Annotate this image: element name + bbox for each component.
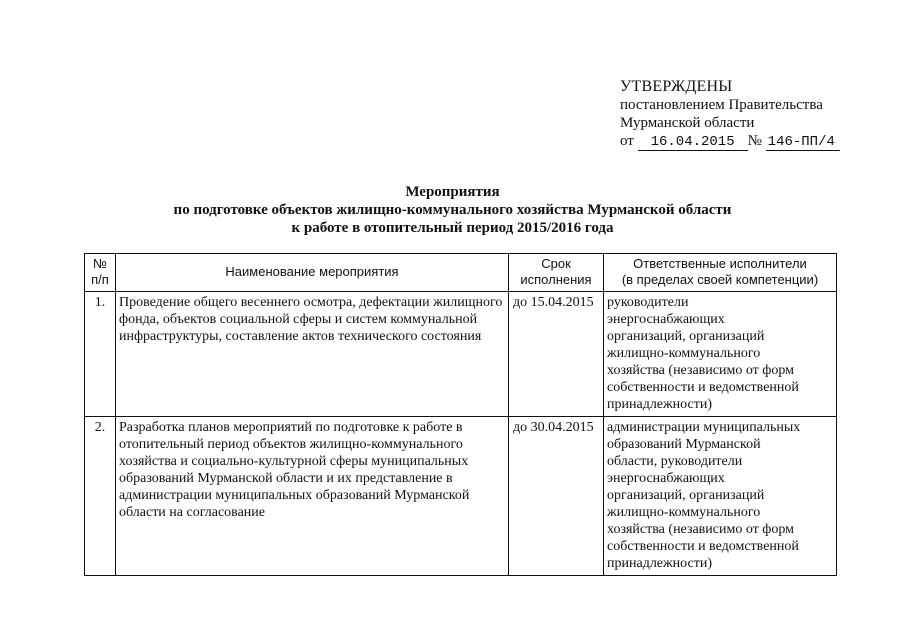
header-term: [509, 254, 604, 292]
row-task: Разработка планов мероприятий по подготовке к работе в отопительный период объектов жилищно-коммунального хозяйства и социально-культурной сферы муниципальных образований Мурманской области и их представление в администрации муниципальных образований Мурманской области на согласование: [116, 417, 509, 576]
header-number-line-1: №: [93, 256, 107, 271]
row-number: 2.: [85, 417, 116, 576]
header-responsible: [604, 254, 837, 292]
title-line-1: Мероприятия: [405, 184, 500, 200]
responsible-line: собственности и ведомственной: [607, 539, 799, 554]
approval-date-line: [620, 132, 870, 151]
responsible-line: образований Мурманской: [607, 437, 761, 452]
table-header-row: [85, 254, 837, 292]
header-term-line-2: исполнения: [520, 272, 592, 287]
approval-stamp: [620, 78, 870, 151]
header-number-line-2: п/п: [91, 272, 109, 287]
table-row: [85, 292, 837, 417]
responsible-line: собственности и ведомственной: [607, 380, 799, 395]
responsible-line: руководители: [607, 295, 689, 310]
approval-line-2: Мурманской области: [620, 115, 755, 131]
responsible-line: организаций, организаций: [607, 488, 765, 503]
header-number: [85, 254, 116, 292]
row-responsible: [604, 292, 837, 417]
responsible-line: принадлежности): [607, 397, 713, 412]
approval-title: УТВЕРЖДЕНЫ: [620, 78, 733, 95]
row-term: до 15.04.2015: [509, 292, 604, 417]
responsible-line: жилищно-коммунального: [607, 346, 761, 361]
row-term: до 30.04.2015: [509, 417, 604, 576]
title-line-3: к работе в отопительный период 2015/2016 года: [291, 220, 614, 236]
responsible-line: энергоснабжающих: [607, 471, 725, 486]
row-number: 1.: [85, 292, 116, 417]
responsible-line: энергоснабжающих: [607, 312, 725, 327]
table-row: [85, 417, 837, 576]
responsible-line: хозяйства (независимо от форм: [607, 522, 795, 537]
header-name: Наименование мероприятия: [116, 254, 509, 292]
approval-line-1: постановлением Правительства: [620, 97, 823, 113]
responsible-line: области, руководители: [607, 454, 743, 469]
responsible-line: жилищно-коммунального: [607, 505, 761, 520]
responsible-line: организаций, организаций: [607, 329, 765, 344]
header-responsible-line-1: Ответственные исполнители: [633, 256, 807, 271]
measures-table: [84, 253, 837, 576]
responsible-line: хозяйства (независимо от форм: [607, 363, 795, 378]
row-task: Проведение общего весеннего осмотра, дефектации жилищного фонда, объектов социальной сферы и систем коммунальной инфраструктуры, составление актов технического состояния: [116, 292, 509, 417]
row-responsible: [604, 417, 837, 576]
responsible-line: принадлежности): [607, 556, 713, 571]
approval-date: 16.04.2015: [638, 135, 748, 151]
approval-number-label: №: [747, 133, 762, 149]
approval-from-label: от: [620, 133, 634, 149]
document-title: [0, 183, 905, 237]
approval-number: 146-ПП/4: [766, 135, 840, 151]
header-responsible-line-2: (в пределах своей компетенции): [621, 272, 819, 287]
responsible-line: администрации муниципальных: [607, 420, 801, 435]
header-term-line-1: Срок: [541, 256, 571, 271]
title-line-2: по подготовке объектов жилищно-коммунального хозяйства Мурманской области: [173, 202, 732, 218]
